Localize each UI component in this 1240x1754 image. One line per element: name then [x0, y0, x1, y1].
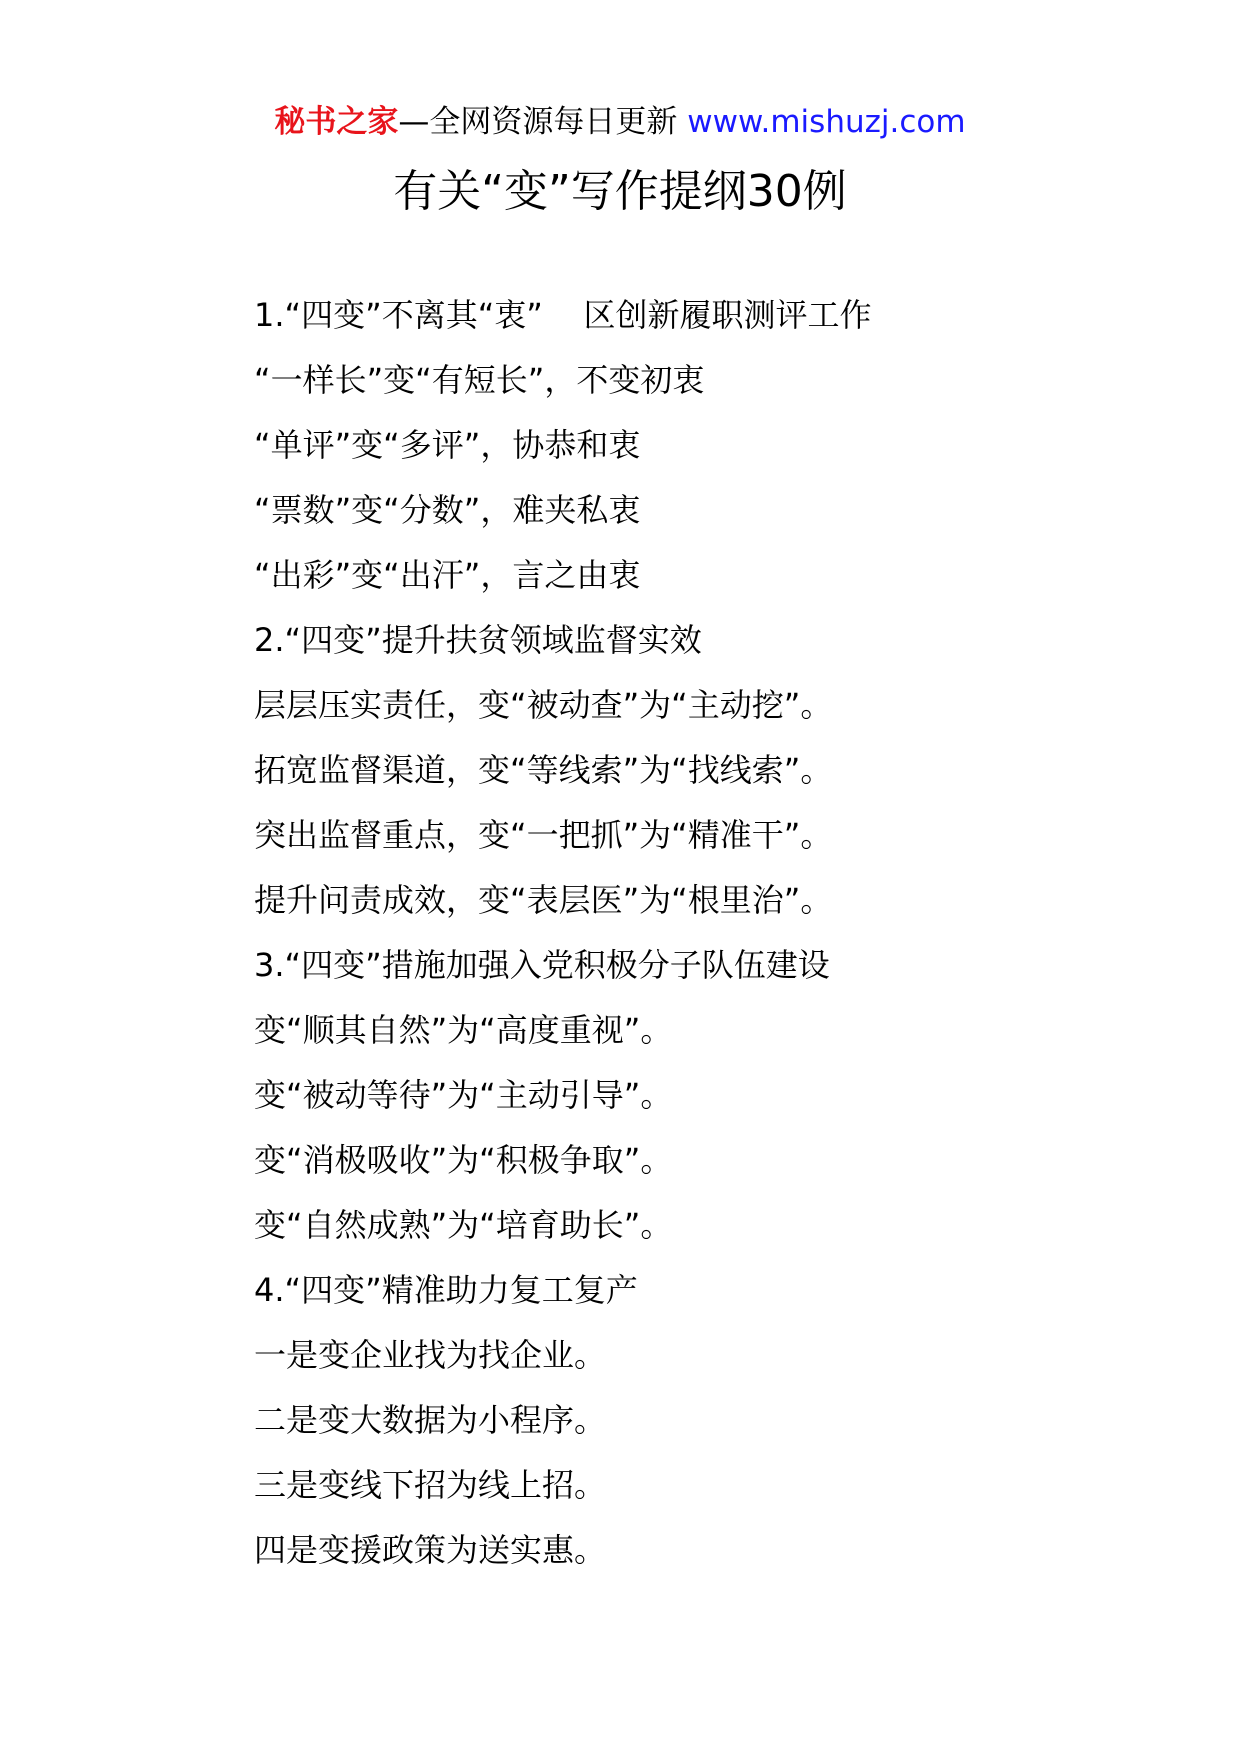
body-line: “出彩”变“出汗”，言之由衷 — [254, 556, 641, 594]
body-line: “单评”变“多评”，协恭和衷 — [254, 426, 641, 464]
body-line: 二是变大数据为小程序。 — [254, 1401, 607, 1439]
body-line: “一样长”变“有短长”，不变初衷 — [254, 361, 705, 399]
body-line: 变“自然成熟”为“培育助长”。 — [254, 1206, 673, 1244]
body-line: 一是变企业找为找企业。 — [254, 1336, 607, 1374]
document-title: 有关“变”写作提纲30例 — [393, 166, 847, 217]
body-line: 提升问责成效，变“表层医”为“根里治”。 — [254, 881, 833, 919]
body-line: 突出监督重点，变“一把抓”为“精准干”。 — [254, 816, 833, 854]
brand-name: 秘书之家 — [274, 104, 399, 140]
section-heading: 4.“四变”精准助力复工复产 — [254, 1271, 638, 1309]
website-link[interactable]: www.mishuzj.com — [687, 104, 966, 140]
body-line: 层层压实责任，变“被动查”为“主动挖”。 — [254, 686, 833, 724]
body-line: 变“顺其自然”为“高度重视”。 — [254, 1011, 673, 1049]
section-heading: 1.“四变”不离其“衷” 区创新履职测评工作 — [254, 296, 872, 334]
body-line: 变“消极吸收”为“积极争取”。 — [254, 1141, 673, 1179]
section-heading: 2.“四变”提升扶贫领域监督实效 — [254, 621, 702, 659]
body-line: 变“被动等待”为“主动引导”。 — [254, 1076, 673, 1114]
page-header — [0, 100, 1240, 144]
body-line: 拓宽监督渠道，变“等线索”为“找线索”。 — [254, 751, 833, 789]
document-body — [254, 293, 1154, 1593]
body-line: 三是变线下招为线上招。 — [254, 1466, 607, 1504]
body-line: 四是变援政策为送实惠。 — [254, 1531, 607, 1569]
body-line: “票数”变“分数”，难夹私衷 — [254, 491, 641, 529]
header-tagline: —全网资源每日更新 — [398, 104, 688, 140]
section-heading: 3.“四变”措施加强入党积极分子队伍建设 — [254, 946, 830, 984]
